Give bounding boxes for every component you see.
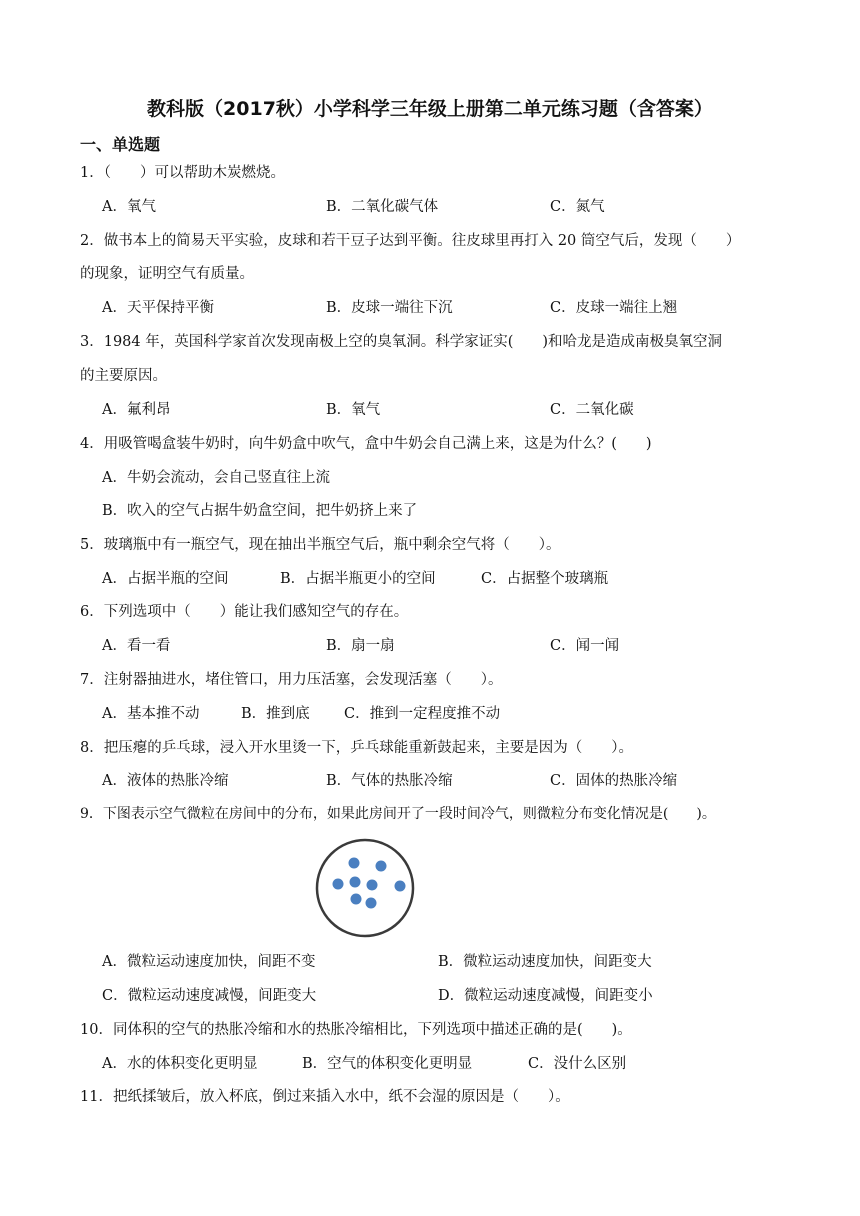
- question-9-text: 9．下图表示空气微粒在房间中的分布，如果此房间开了一段时间冷气，则微粒分布变化情况是( )。: [80, 806, 716, 822]
- question-2-text-cont: 的现象，证明空气有质量。: [80, 266, 254, 282]
- question-4-text: 4．用吸管喝盒装牛奶时，向牛奶盒中吹气，盒中牛奶会自己满上来，这是为什么？( ): [80, 436, 652, 452]
- question-1-text: 1．（ ）可以帮助木炭燃烧。: [80, 165, 285, 181]
- q1-option-a: A．氧气: [102, 199, 156, 215]
- air-particle: [366, 898, 377, 909]
- q6-option-c: C．闻一闻: [550, 638, 620, 654]
- question-3-text: 3．1984 年，英国科学家首次发现南极上空的臭氧洞。科学家证实( )和哈龙是造成南极臭氧空洞: [80, 334, 723, 350]
- question-10-text: 10．同体积的空气的热胀冷缩和水的热胀冷缩相比，下列选项中描述正确的是( )。: [80, 1022, 632, 1038]
- q9-option-d: D．微粒运动速度减慢，间距变小: [438, 988, 653, 1004]
- air-particle: [376, 861, 387, 872]
- q10-option-c: C．没什么区别: [528, 1056, 627, 1072]
- q7-option-c: C．推到一定程度推不动: [344, 706, 501, 722]
- q8-option-b: B．气体的热胀冷缩: [326, 773, 453, 789]
- q1-option-b: B．二氧化碳气体: [326, 199, 439, 215]
- q9-option-b: B．微粒运动速度加快，间距变大: [438, 954, 652, 970]
- q7-option-a: A．基本推不动: [102, 706, 200, 722]
- question-11-text: 11．把纸揉皱后，放入杯底，倒过来插入水中，纸不会湿的原因是（ ）。: [80, 1089, 570, 1105]
- q2-option-a: A．天平保持平衡: [102, 300, 214, 316]
- air-particle: [349, 858, 360, 869]
- air-particle: [395, 881, 406, 892]
- q4-option-b: B．吹入的空气占据牛奶盒空间，把牛奶挤上来了: [102, 503, 418, 519]
- q7-option-b: B．推到底: [241, 706, 310, 722]
- air-particle: [351, 894, 362, 905]
- q5-option-a: A．占据半瓶的空间: [102, 571, 229, 587]
- q1-option-c: C．氮气: [550, 199, 605, 215]
- q6-option-a: A．看一看: [102, 638, 171, 654]
- question-2-text: 2．做书本上的简易天平实验，皮球和若干豆子达到平衡。往皮球里再打入 20 筒空气后，发现（ ）: [80, 233, 741, 249]
- q5-option-c: C．占据整个玻璃瓶: [481, 571, 609, 587]
- air-particles-figure: [314, 837, 416, 939]
- question-7-text: 7．注射器抽进水，堵住管口，用力压活塞，会发现活塞（ ）。: [80, 672, 503, 688]
- question-3-text-cont: 的主要原因。: [80, 368, 167, 384]
- q8-option-c: C．固体的热胀冷缩: [550, 773, 678, 789]
- air-particle: [350, 877, 361, 888]
- question-8-text: 8．把压瘪的乒乓球，浸入开水里烫一下，乒乓球能重新鼓起来，主要是因为（ ）。: [80, 740, 633, 756]
- q10-option-b: B．空气的体积变化更明显: [302, 1056, 473, 1072]
- q3-option-c: C．二氧化碳: [550, 402, 634, 418]
- question-6-text: 6．下列选项中（ ）能让我们感知空气的存在。: [80, 604, 409, 620]
- q8-option-a: A．液体的热胀冷缩: [102, 773, 229, 789]
- air-particle: [367, 880, 378, 891]
- air-particle: [333, 879, 344, 890]
- q4-option-a: A．牛奶会流动，会自己竖直往上流: [102, 470, 330, 486]
- q5-option-b: B．占据半瓶更小的空间: [280, 571, 436, 587]
- q6-option-b: B．扇一扇: [326, 638, 395, 654]
- page-title: 教科版（2017秋）小学科学三年级上册第二单元练习题（含答案）: [147, 98, 713, 120]
- section-heading: 一、单选题: [80, 135, 161, 154]
- q9-option-a: A．微粒运动速度加快，间距不变: [102, 954, 316, 970]
- question-5-text: 5．玻璃瓶中有一瓶空气，现在抽出半瓶空气后，瓶中剩余空气将（ ）。: [80, 537, 561, 553]
- q9-option-c: C．微粒运动速度减慢，间距变大: [102, 988, 317, 1004]
- q2-option-c: C．皮球一端往上翘: [550, 300, 678, 316]
- q3-option-a: A．氟利昂: [102, 402, 171, 418]
- q2-option-b: B．皮球一端往下沉: [326, 300, 453, 316]
- q10-option-a: A．水的体积变化更明显: [102, 1056, 258, 1072]
- q3-option-b: B．氧气: [326, 402, 381, 418]
